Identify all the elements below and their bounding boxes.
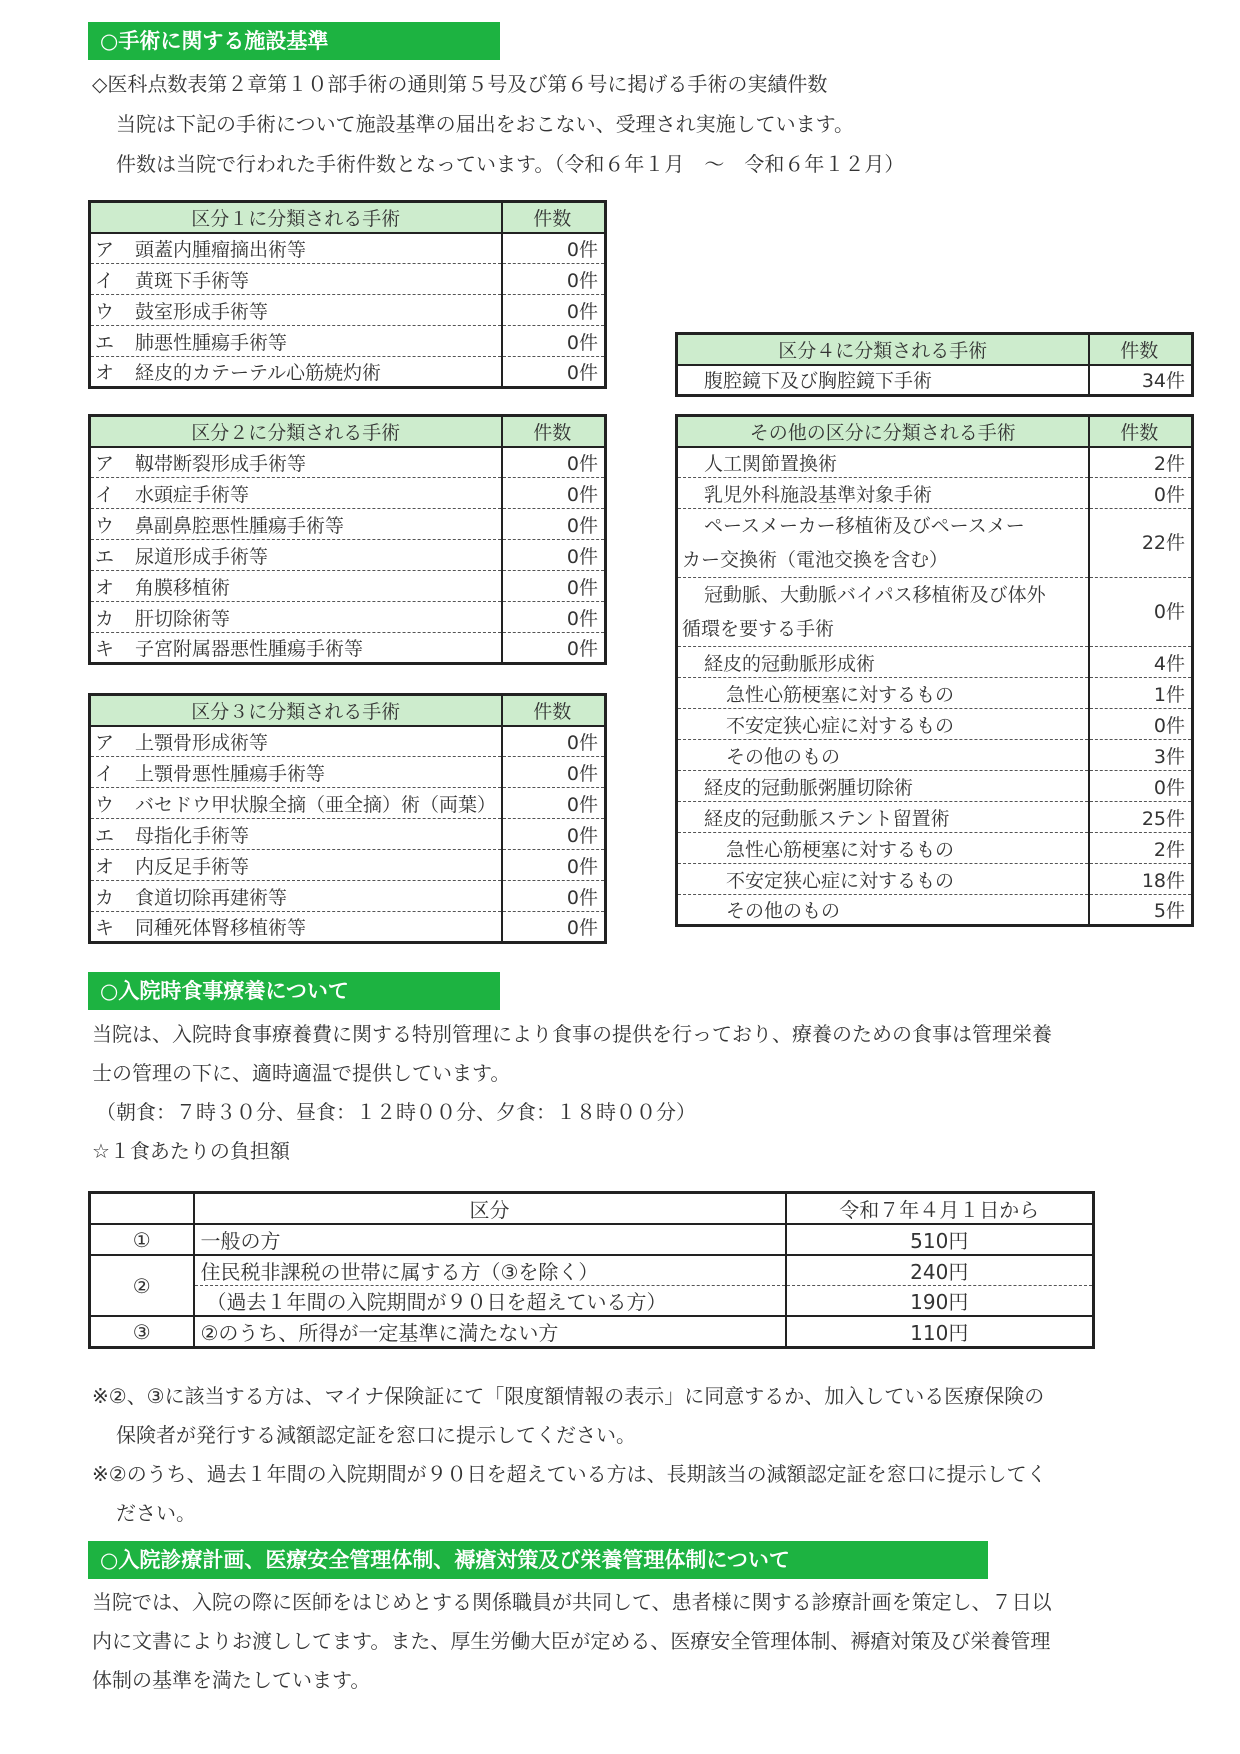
table-row: キ 子宮附属器悪性腫瘍手術等 0件 — [90, 633, 606, 664]
table-title: 区分４に分類される手術 — [677, 334, 1089, 365]
meals-cost-label: ☆１食あたりの負担額 — [92, 1139, 290, 1163]
category-4-surgery-table — [675, 332, 1194, 397]
table-row: カ 肝切除術等 0件 — [90, 602, 606, 633]
meals-times: （朝食：７時３０分、昼食：１２時００分、夕食：１８時００分） — [96, 1100, 696, 1124]
table-row: キ 同種死体腎移植術等 0件 — [90, 912, 606, 943]
table-row: 不安定狭心症に対するもの 0件 — [677, 709, 1193, 740]
table-row: 冠動脈、大動脈バイパス移植術及び体外 循環を要する手術 0件 — [677, 578, 1193, 647]
surgery-intro-line-1: ◇医科点数表第２章第１０部手術の通則第５号及び第６号に掲げる手術の実績件数 — [92, 72, 828, 96]
table-row: 腹腔鏡下及び胸腔鏡下手術 34件 — [677, 365, 1193, 396]
care-plan-line-1: 当院では、入院の際に医師をはじめとする関係職員が共同して、患者様に関する診療計画を策定し、７日以 — [92, 1590, 1052, 1614]
section-heading-meals: ○入院時食事療養について — [88, 972, 500, 1010]
category-1-surgery-table — [88, 200, 607, 389]
category-3-surgery-table — [88, 693, 607, 944]
table-row: ア 頭蓋内腫瘤摘出術等 0件 — [90, 233, 606, 264]
note-1-line-2: 保険者が発行する減額認定証を窓口に提示してください。 — [116, 1423, 636, 1447]
table-row: カ 食道切除再建術等 0件 — [90, 881, 606, 912]
table-row: その他のもの 3件 — [677, 740, 1193, 771]
table-row: 不安定狭心症に対するもの 18件 — [677, 864, 1193, 895]
note-1-line-1: ※②、③に該当する方は、マイナ保険証にて「限度額情報の表示」に同意するか、加入している医療保険の — [92, 1384, 1045, 1408]
table-title: 区分２に分類される手術 — [90, 416, 502, 447]
other-category-surgery-table — [675, 414, 1194, 927]
count-header: 件数 — [502, 202, 606, 233]
section-heading-care-plan: ○入院診療計画、医療安全管理体制、褥瘡対策及び栄養管理体制について — [88, 1541, 988, 1579]
table-row: イ 上顎骨悪性腫瘍手術等 0件 — [90, 757, 606, 788]
table-row: 経皮的冠動脈ステント留置術 25件 — [677, 802, 1193, 833]
count-header: 件数 — [1089, 416, 1193, 447]
table-row: イ 水頭症手術等 0件 — [90, 478, 606, 509]
table-row: オ 角膜移植術 0件 — [90, 571, 606, 602]
table-row: 経皮的冠動脈形成術 4件 — [677, 647, 1193, 678]
count-header: 件数 — [502, 695, 606, 726]
table-row: 急性心筋梗塞に対するもの 1件 — [677, 678, 1193, 709]
table-title: 区分３に分類される手術 — [90, 695, 502, 726]
table-row: ② 住民税非課税の世帯に属する方（③を除く） 240円 — [90, 1255, 1094, 1286]
table-row: ア 靱帯断裂形成手術等 0件 — [90, 447, 606, 478]
table-row: （過去１年間の入院期間が９０日を超えている方） 190円 — [90, 1286, 1094, 1317]
table-row: ウ 鼓室形成手術等 0件 — [90, 295, 606, 326]
table-row: ア 上顎骨形成術等 0件 — [90, 726, 606, 757]
table-row: イ 黄斑下手術等 0件 — [90, 264, 606, 295]
surgery-intro-line-2: 当院は下記の手術について施設基準の届出をおこない、受理され実施しています。 — [116, 112, 854, 136]
table-row: オ 経皮的カテーテル心筋焼灼術 0件 — [90, 357, 606, 388]
table-title: 区分１に分類される手術 — [90, 202, 502, 233]
note-2-line-1: ※②のうち、過去１年間の入院期間が９０日を超えている方は、長期該当の減額認定証を窓口に提示してく — [92, 1462, 1047, 1486]
care-plan-line-2: 内に文書によりお渡ししてます。また、厚生労働大臣が定める、医療安全管理体制、褥瘡対策及び栄養管理 — [92, 1629, 1051, 1653]
section-heading-surgery: ○手術に関する施設基準 — [88, 22, 500, 60]
table-row: ③ ②のうち、所得が一定基準に満たない方 110円 — [90, 1316, 1094, 1348]
table-row: その他のもの 5件 — [677, 895, 1193, 926]
note-2-line-2: ださい。 — [116, 1501, 196, 1525]
surgery-intro-line-3: 件数は当院で行われた手術件数となっています。（令和６年１月 ～ 令和６年１２月） — [116, 152, 905, 176]
table-row: ペースメーカー移植術及びペースメー カー交換術（電池交換を含む） 22件 — [677, 509, 1193, 578]
table-row: ウ バセドウ甲状腺全摘（亜全摘）術（両葉） 0件 — [90, 788, 606, 819]
count-header: 件数 — [1089, 334, 1193, 365]
table-header-row: 区分 令和７年４月１日から — [90, 1193, 1094, 1225]
table-row: 経皮的冠動脈粥腫切除術 0件 — [677, 771, 1193, 802]
meals-line-1: 当院は、入院時食事療養費に関する特別管理により食事の提供を行っており、療養のための食事は管理栄養 — [92, 1022, 1052, 1046]
table-row: オ 内反足手術等 0件 — [90, 850, 606, 881]
count-header: 件数 — [502, 416, 606, 447]
table-row: エ 母指化手術等 0件 — [90, 819, 606, 850]
category-2-surgery-table — [88, 414, 607, 665]
table-row: 急性心筋梗塞に対するもの 2件 — [677, 833, 1193, 864]
table-row: 乳児外科施設基準対象手術 0件 — [677, 478, 1193, 509]
table-row: ウ 鼻副鼻腔悪性腫瘍手術等 0件 — [90, 509, 606, 540]
table-row: ① 一般の方 510円 — [90, 1224, 1094, 1255]
table-row: 人工関節置換術 2件 — [677, 447, 1193, 478]
meals-line-2: 士の管理の下に、適時適温で提供しています。 — [92, 1061, 511, 1085]
care-plan-line-3: 体制の基準を満たしています。 — [92, 1668, 371, 1692]
table-row: エ 尿道形成手術等 0件 — [90, 540, 606, 571]
table-title: その他の区分に分類される手術 — [677, 416, 1089, 447]
meal-cost-table — [88, 1191, 1095, 1349]
table-row: エ 肺悪性腫瘍手術等 0件 — [90, 326, 606, 357]
